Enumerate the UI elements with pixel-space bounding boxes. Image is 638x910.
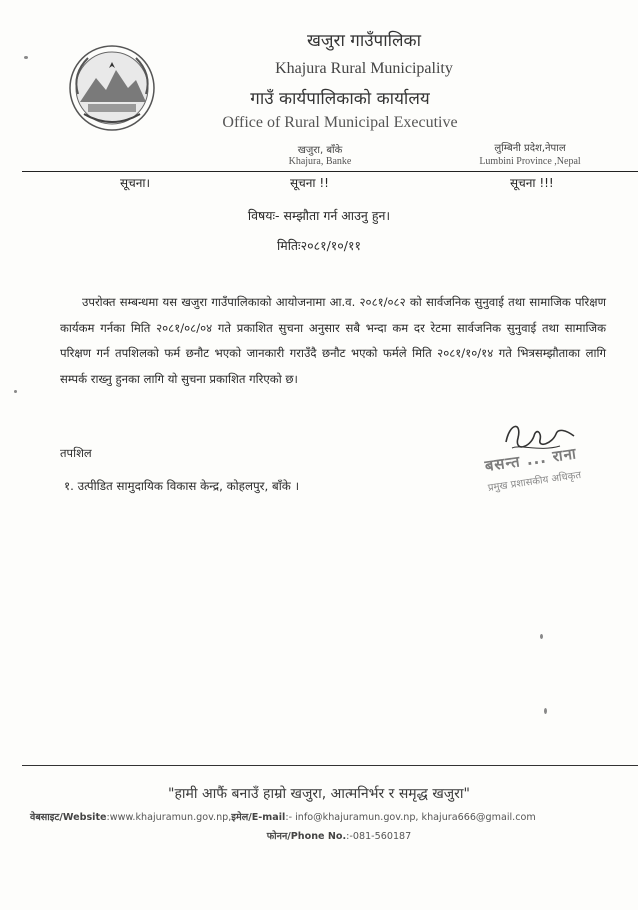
nepal-emblem-icon — [68, 44, 156, 132]
website-label: वेबसाइट/Website — [30, 812, 107, 823]
province-np: लुम्बिनी प्रदेश,नेपाल — [494, 143, 566, 154]
footer-phone-line — [0, 829, 638, 842]
scan-speck — [24, 56, 28, 59]
footer-motto: "हामी आफैं बनाउँ हाम्रो खजुरा, आत्मनिर्भर र समृद्ध खजुरा" — [168, 786, 470, 802]
notice-heading-3: सूचना !!! — [510, 176, 554, 190]
notice-heading-1: सूचना। — [120, 176, 151, 190]
notice-heading-2: सूचना !! — [290, 176, 329, 190]
letter-body: उपरोक्त सम्बन्धमा यस खजुरा गाउँपालिकाको आयोजनामा आ.व. २०८१/०८२ को सार्वजनिक सुनुवाई तथा सामाजिक परिक्षण कार्यकम गर्नका मिति २०८१/०८/०४ गते प्रकाशित सुचना अनुसार सबै भन्दा कम दर रेटमा सार्वजनिक सुनुवाई तथा सामाजिक परिक्षण गर्न तपशिलको फर्म छनौट भएको जानकारी गराउँदै छनौट भएको फर्मले मिति २०८१/१०/१४ गते भित्रसम्झौताका लागि सम्पर्क राख्नु हुनका लागि यो सुचना प्रकाशित गरिएको छ। — [60, 295, 606, 386]
office-name-np: गाउँ कार्यपालिकाको कार्यालय — [250, 89, 430, 109]
tapasil-label: तपशिल — [60, 446, 92, 460]
footer-contact-line — [30, 810, 590, 823]
email-label: इमेल/E-mail — [231, 812, 286, 823]
stamp-title: प्रमुख प्रशासकीय अधिकृत — [487, 469, 582, 494]
scan-speck — [540, 634, 543, 639]
province-en: Lumbini Province ,Nepal — [479, 156, 581, 167]
scan-speck — [544, 708, 547, 714]
scan-speck — [14, 390, 17, 393]
municipality-name-np: खजुरा गाउँपालिका — [306, 31, 422, 51]
letter-date: मितिः२०८१/१०/११ — [276, 238, 362, 253]
footer-divider — [22, 765, 638, 766]
stamp-name: बसन्त ... राना — [483, 444, 578, 476]
letter-subject: विषयः- सम्झौता गर्न आउनु हुन। — [247, 208, 391, 223]
official-stamp — [474, 439, 615, 501]
website-link[interactable]: :www.khajuramun.gov.np, — [106, 812, 232, 823]
email-link[interactable]: :- info@khajuramun.gov.np, khajura666@gmail.com — [285, 812, 536, 823]
office-name-en: Office of Rural Municipal Executive — [222, 114, 458, 131]
address-en: Khajura, Banke — [288, 156, 352, 167]
phone-label: फोनन/Phone No. — [266, 831, 347, 842]
address-np: खजुरा, बाँके — [297, 145, 343, 156]
header-divider — [22, 171, 638, 172]
phone-number: :-081-560187 — [346, 831, 412, 842]
list-item: १. उत्पीडित सामुदायिक विकास केन्द्र, कोहलपुर, बाँके । — [64, 479, 300, 493]
municipality-name-en: Khajura Rural Municipality — [275, 60, 453, 77]
